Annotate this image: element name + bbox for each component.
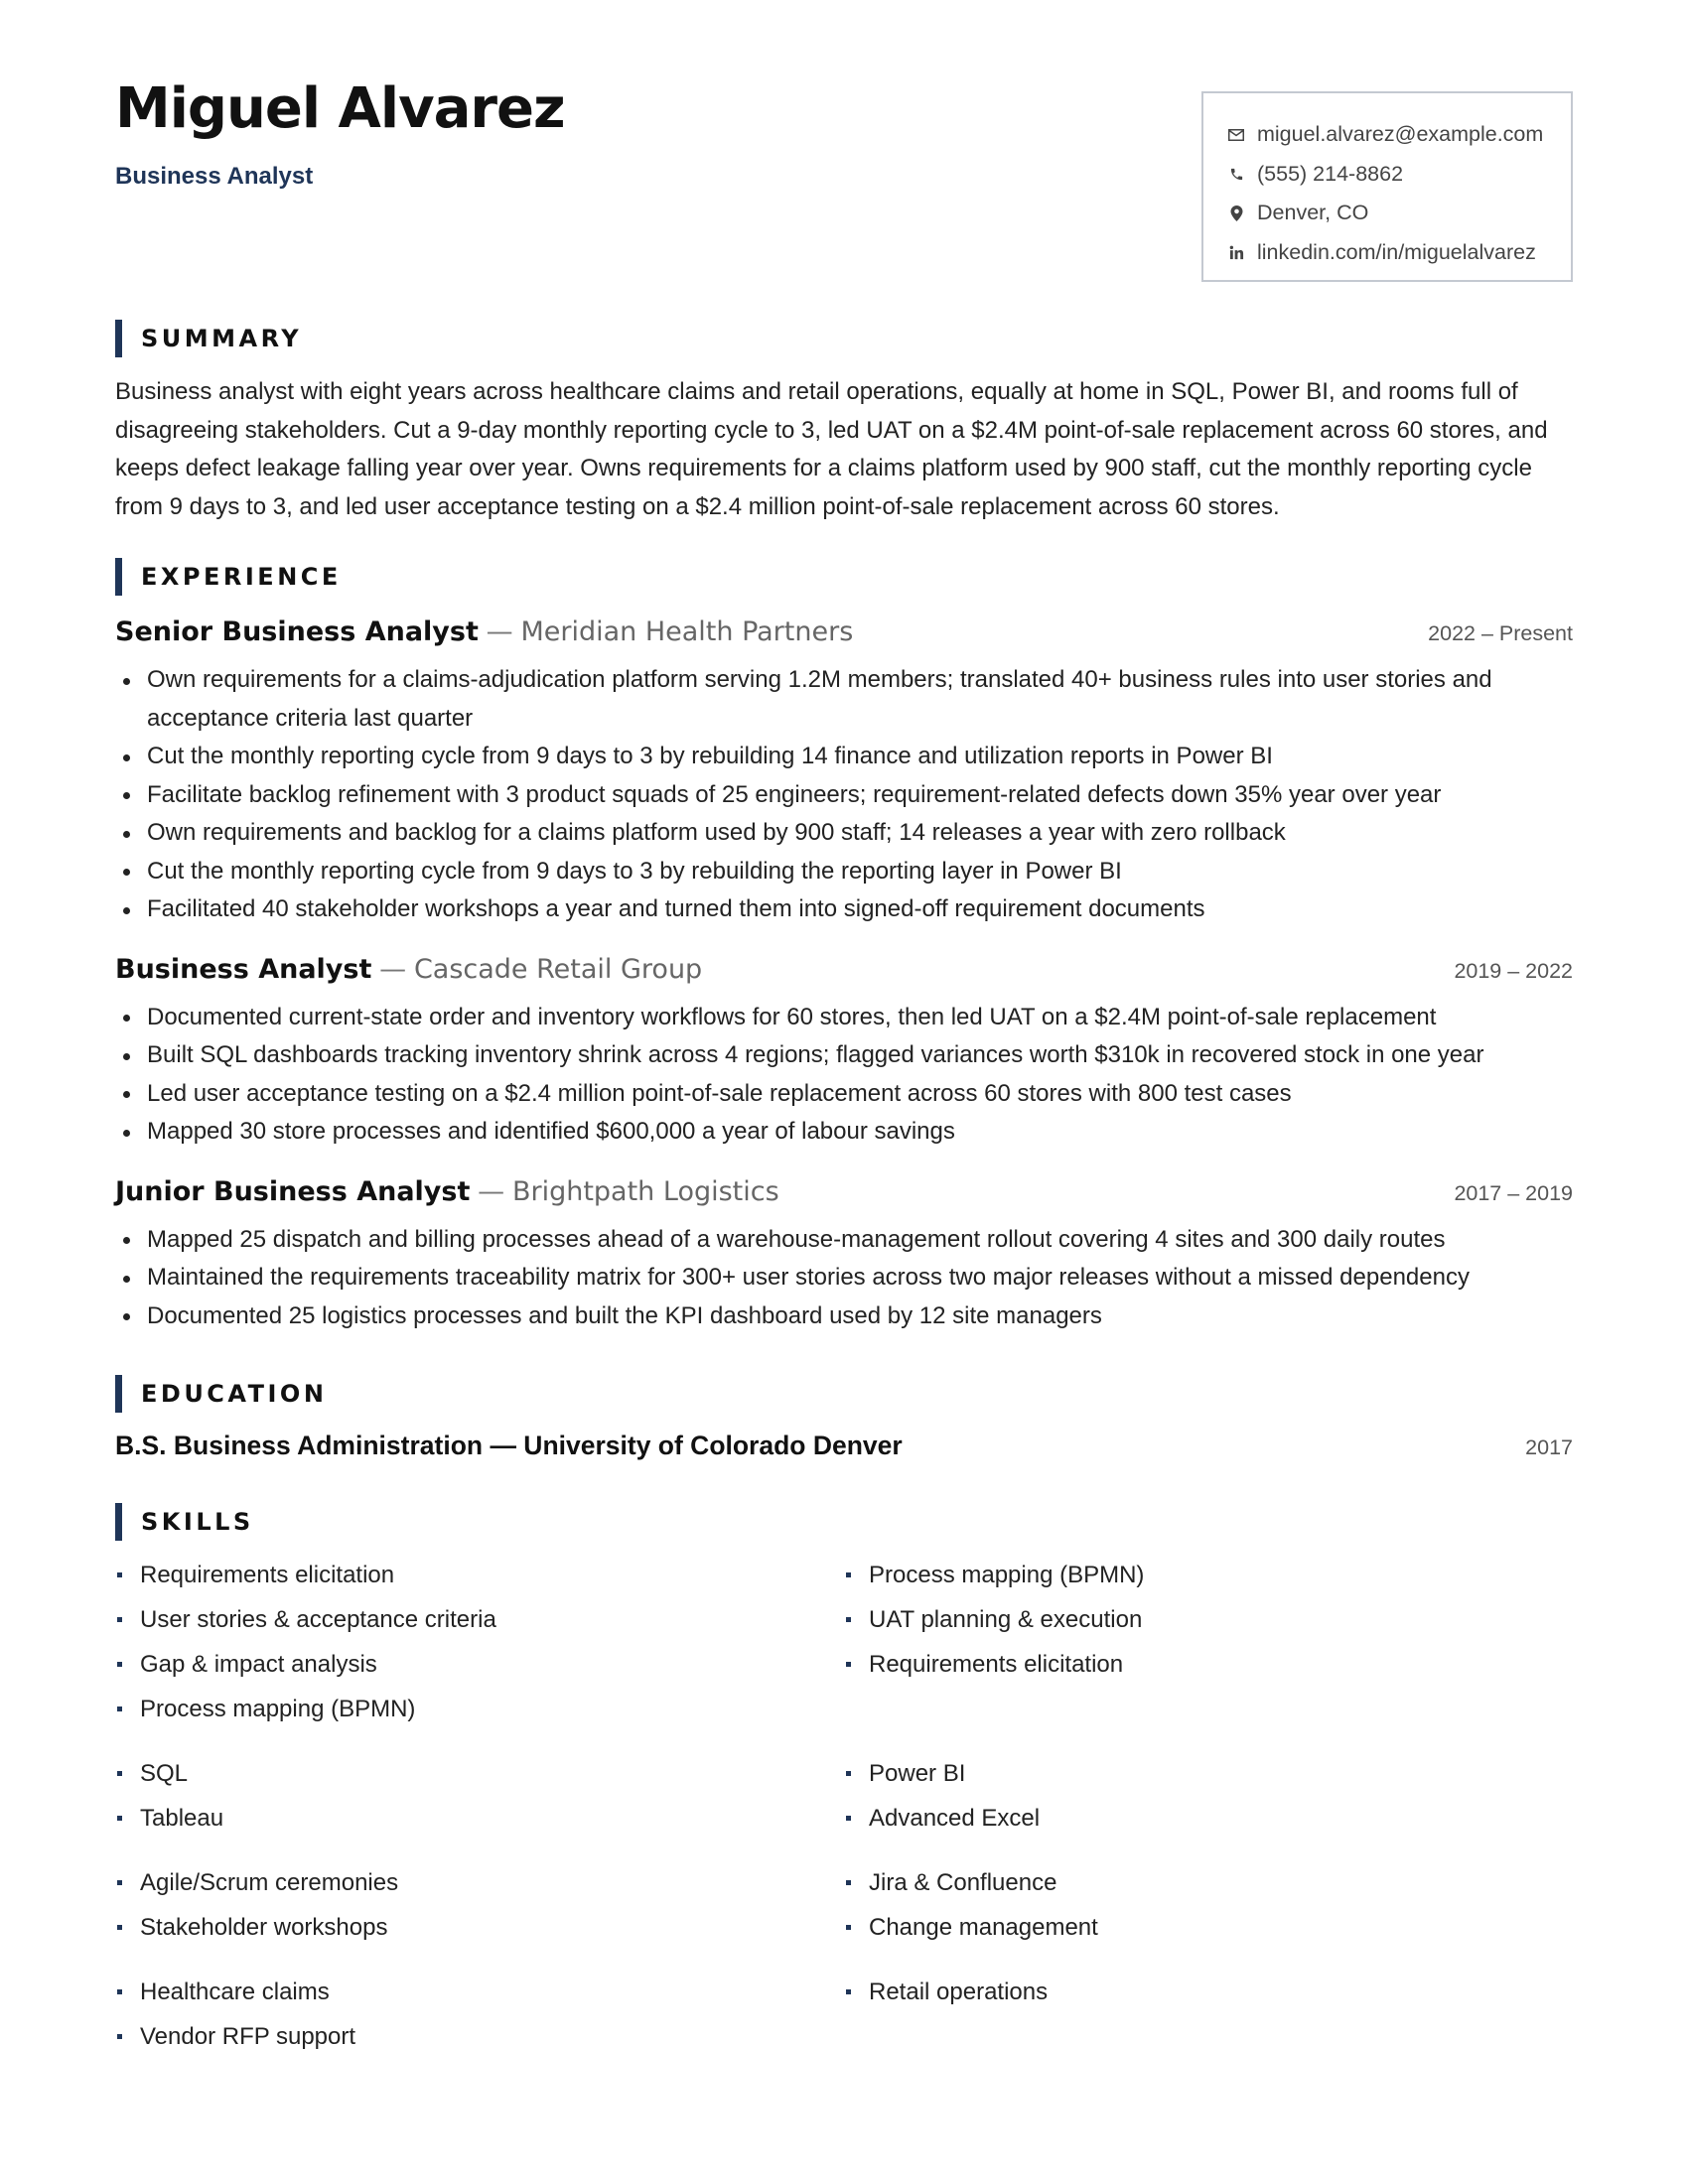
linkedin-icon: [1227, 243, 1245, 261]
job-bullet: Mapped 30 store processes and identified $600,000 a year of labour savings: [147, 1113, 1573, 1152]
job-entry: [115, 615, 1573, 929]
resume-page: [115, 0, 1573, 2059]
section-accent-bar: [115, 320, 122, 357]
job-bullet: Documented current-state order and inventory workflows for 60 stores, then led UAT on a $2.4M point-of-sale replacement: [147, 999, 1573, 1037]
job-title: Business Analyst: [115, 953, 372, 985]
skill-column-left: [115, 1970, 844, 2059]
job-bullets: [115, 1221, 1573, 1336]
education-year: 2017: [1525, 1435, 1573, 1459]
mail-icon: [1227, 126, 1245, 144]
job-bullets: [115, 999, 1573, 1152]
skill-item: Process mapping (BPMN): [115, 1687, 844, 1731]
job-bullet: Cut the monthly reporting cycle from 9 days to 3 by rebuilding 14 finance and utilization reports in Power BI: [147, 738, 1573, 776]
skill-group: [115, 1751, 1573, 1841]
job-dates: 2022 – Present: [1428, 621, 1573, 645]
job-header: [115, 953, 1573, 993]
skill-item: Tableau: [115, 1796, 844, 1841]
section-title: SUMMARY: [141, 325, 303, 352]
section-title: EXPERIENCE: [141, 563, 342, 591]
job-company: Brightpath Logistics: [511, 1175, 779, 1207]
education-entry: [115, 1431, 1573, 1461]
skill-item: Requirements elicitation: [115, 1553, 844, 1597]
contact-phone-text: (555) 214-8862: [1257, 161, 1404, 186]
contact-phone[interactable]: [1227, 155, 1547, 195]
skill-item: Jira & Confluence: [844, 1860, 1573, 1905]
skill-item: Retail operations: [844, 1970, 1573, 2014]
skill-group: [115, 1970, 1573, 2059]
section-accent-bar: [115, 1375, 122, 1413]
section-heading-skills: [115, 1503, 1573, 1541]
job-bullet: Documented 25 logistics processes and built the KPI dashboard used by 12 site managers: [147, 1297, 1573, 1336]
job-bullet: Cut the monthly reporting cycle from 9 days to 3 by rebuilding the reporting layer in Power BI: [147, 853, 1573, 891]
job-header: [115, 1175, 1573, 1215]
section-heading-summary: [115, 320, 1573, 357]
section-accent-bar: [115, 558, 122, 596]
contact-linkedin-text: linkedin.com/in/miguelalvarez: [1257, 239, 1536, 264]
section-title: EDUCATION: [141, 1380, 328, 1408]
job-bullet: Led user acceptance testing on a $2.4 million point-of-sale replacement across 60 stores with 800 test cases: [147, 1075, 1573, 1114]
job-separator: —: [486, 616, 513, 647]
contact-box: [1201, 91, 1573, 282]
section-accent-bar: [115, 1503, 122, 1541]
section-title: SKILLS: [141, 1508, 254, 1536]
skill-column-right: [844, 1970, 1573, 2059]
job-entry: [115, 953, 1573, 1152]
phone-icon: [1227, 165, 1245, 183]
job-bullet: Facilitate backlog refinement with 3 product squads of 25 engineers; requirement-related defects down 35% year over year: [147, 776, 1573, 815]
job-bullet: Maintained the requirements traceability matrix for 300+ user stories across two major releases without a missed dependency: [147, 1259, 1573, 1297]
experience-section: [115, 558, 1573, 1335]
skill-column-left: [115, 1860, 844, 1950]
job-separator: —: [379, 953, 407, 985]
resume-header: [115, 0, 1573, 288]
job-company: Meridian Health Partners: [520, 616, 854, 647]
candidate-name: Miguel Alvarez: [115, 76, 565, 141]
skill-item: Vendor RFP support: [115, 2014, 844, 2059]
contact-email-text: miguel.alvarez@example.com: [1257, 122, 1544, 147]
skill-item: Agile/Scrum ceremonies: [115, 1860, 844, 1905]
candidate-role: Business Analyst: [115, 163, 314, 190]
summary-section: [115, 320, 1573, 526]
skill-item: Gap & impact analysis: [115, 1642, 844, 1687]
job-bullets: [115, 661, 1573, 929]
summary-text: Business analyst with eight years across healthcare claims and retail operations, equally at home in SQL, Power BI, and rooms full of disagreeing stakeholders. Cut a 9-day monthly reporting cycle to 3, led UAT on a $2.4M point-of-sale replacement across 60 stores, and keeps defect leakage falling year over year. Owns requirements for a claims platform used by 900 staff, cut the monthly reporting cycle from 9 days to 3, and led user acceptance testing on a $2.4 million point-of-sale replacement across 60 stores.: [115, 378, 1548, 520]
education-section: [115, 1375, 1573, 1461]
job-title-line: [115, 615, 853, 647]
skill-item: Power BI: [844, 1751, 1573, 1796]
skill-column-left: [115, 1553, 844, 1731]
skill-item: Process mapping (BPMN): [844, 1553, 1573, 1597]
job-company: Cascade Retail Group: [413, 953, 703, 985]
education-degree: B.S. Business Administration — University of Colorado Denver: [115, 1431, 903, 1460]
location-pin-icon: [1227, 205, 1245, 222]
skills-section: [115, 1503, 1573, 2059]
job-title-line: [115, 1175, 779, 1207]
job-bullet: Mapped 25 dispatch and billing processes ahead of a warehouse-management rollout covering 4 sites and 300 daily routes: [147, 1221, 1573, 1260]
section-heading-experience: [115, 558, 1573, 596]
contact-email[interactable]: [1227, 115, 1547, 155]
job-title-line: [115, 953, 702, 985]
job-title: Senior Business Analyst: [115, 616, 479, 647]
job-bullet: Built SQL dashboards tracking inventory shrink across 4 regions; flagged variances worth $310k in recovered stock in one year: [147, 1036, 1573, 1075]
job-dates: 2017 – 2019: [1454, 1180, 1573, 1205]
skill-item: Healthcare claims: [115, 1970, 844, 2014]
job-title: Junior Business Analyst: [115, 1175, 471, 1207]
skill-column-right: [844, 1751, 1573, 1841]
skills-list: [115, 1553, 1573, 2059]
job-dates: 2019 – 2022: [1454, 958, 1573, 983]
job-entry: [115, 1175, 1573, 1336]
job-separator: —: [478, 1175, 505, 1207]
skill-column-right: [844, 1860, 1573, 1950]
job-header: [115, 615, 1573, 655]
contact-location-text: Denver, CO: [1257, 201, 1369, 225]
job-bullet: Own requirements for a claims-adjudication platform serving 1.2M members; translated 40+ business rules into user stories and acceptance criteria last quarter: [147, 661, 1573, 738]
skill-item: SQL: [115, 1751, 844, 1796]
skill-group: [115, 1553, 1573, 1731]
skill-item: Stakeholder workshops: [115, 1905, 844, 1950]
job-bullet: Own requirements and backlog for a claims platform used by 900 staff; 14 releases a year with zero rollback: [147, 814, 1573, 853]
skill-column-left: [115, 1751, 844, 1841]
skill-column-right: [844, 1553, 1573, 1731]
contact-linkedin[interactable]: [1227, 233, 1547, 273]
skill-item: User stories & acceptance criteria: [115, 1597, 844, 1642]
skill-item: Change management: [844, 1905, 1573, 1950]
skill-item: Requirements elicitation: [844, 1642, 1573, 1687]
skill-group: [115, 1860, 1573, 1950]
job-bullet: Facilitated 40 stakeholder workshops a year and turned them into signed-off requirement documents: [147, 890, 1573, 929]
section-heading-education: [115, 1375, 1573, 1413]
skill-item: Advanced Excel: [844, 1796, 1573, 1841]
skill-item: UAT planning & execution: [844, 1597, 1573, 1642]
contact-location: [1227, 194, 1547, 233]
